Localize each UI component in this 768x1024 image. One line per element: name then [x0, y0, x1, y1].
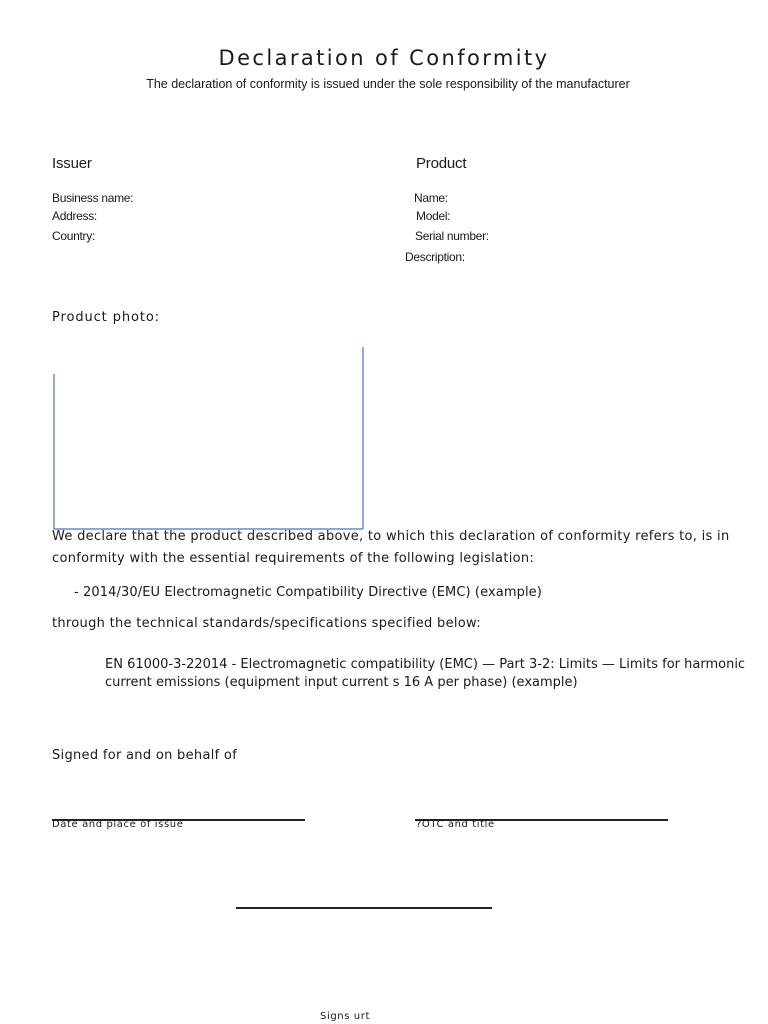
legislation-item: - 2014/30/EU Electromagnetic Compatibility Directive (EMC) (example): [74, 585, 542, 600]
address-label: Address:: [52, 209, 97, 223]
issuer-heading: Issuer: [52, 155, 92, 172]
product-model-label: Model:: [416, 209, 451, 223]
page-title: Declaration of Conformity: [218, 46, 550, 70]
product-name-label: Name:: [414, 191, 448, 205]
signed-for-text: Signed for and on behalf of: [52, 748, 238, 763]
declaration-line-1: We declare that the product described above, to which this declaration of conformity refers to, is in: [52, 529, 730, 544]
declaration-line-2: conformity with the essential requirements of the following legislation:: [52, 551, 535, 566]
description-label: Description:: [405, 250, 465, 264]
product-photo-label: Product photo:: [52, 310, 160, 325]
standard-line-2: current emissions (equipment input current s 16 A per phase) (example): [105, 675, 578, 690]
signature-label: Signs urt: [320, 1011, 370, 1022]
product-photo-frame: [53, 347, 364, 530]
date-place-label: Date and place of issue: [52, 819, 184, 830]
page-subtitle: The declaration of conformity is issued under the sole responsibility of the manufacturer: [146, 77, 630, 91]
country-label: Country:: [52, 229, 95, 243]
product-heading: Product: [416, 155, 467, 172]
name-title-label: ?OTC and title: [416, 819, 495, 830]
serial-number-label: Serial number:: [415, 229, 489, 243]
standard-line-1: EN 61000-3-22014 - Electromagnetic compatibility (EMC) — Part 3-2: Limits — Limits for harmonic: [105, 657, 746, 672]
signature-line: [236, 907, 492, 909]
business-name-label: Business name:: [52, 191, 134, 205]
standards-intro: through the technical standards/specifications specified below:: [52, 616, 481, 631]
